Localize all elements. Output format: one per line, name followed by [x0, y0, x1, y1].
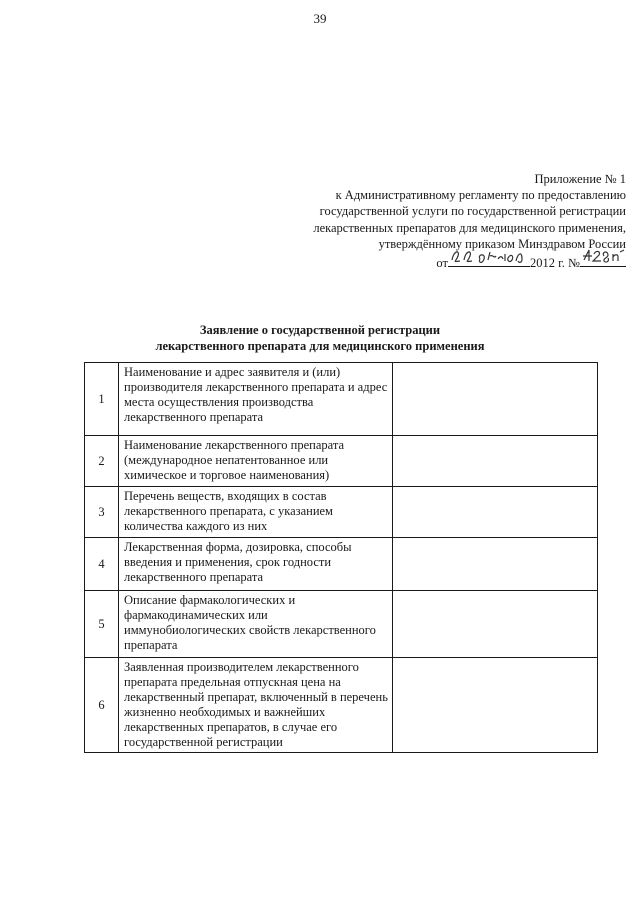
- application-form-table: [84, 362, 598, 753]
- appendix-line-3: государственной услуги по государственной регистрации: [319, 204, 626, 219]
- row-number: 4: [85, 538, 119, 591]
- document-title: [0, 322, 640, 354]
- handwritten-number-scribble: [580, 246, 626, 266]
- date-prefix: от: [436, 256, 448, 271]
- row-value-field[interactable]: [393, 658, 598, 753]
- document-title-line-1: Заявление о государственной регистрации: [199, 323, 441, 337]
- appendix-date-line: [226, 252, 626, 271]
- appendix-header: [226, 171, 626, 271]
- year-and-number-label: 2012 г. №: [529, 256, 580, 271]
- row-number: 6: [85, 658, 119, 753]
- handwritten-number: [580, 252, 626, 267]
- row-label: Наименование лекарственного препарата (международное непатентованное или химическое и торговое наименования): [119, 436, 393, 487]
- table-row: [85, 487, 598, 538]
- row-number: 1: [85, 363, 119, 436]
- table-row: [85, 538, 598, 591]
- table-row: [85, 436, 598, 487]
- row-label: Лекарственная форма, дозировка, способы введения и применения, срок годности лекарственного препарата: [119, 538, 393, 591]
- table-row: [85, 658, 598, 753]
- row-value-field[interactable]: [393, 487, 598, 538]
- table-row: [85, 363, 598, 436]
- handwritten-date-scribble: [448, 246, 530, 266]
- page-number: 39: [313, 11, 327, 26]
- appendix-line-4: лекарственных препаратов для медицинского применения,: [313, 220, 626, 235]
- row-value-field[interactable]: [393, 436, 598, 487]
- row-value-field[interactable]: [393, 591, 598, 658]
- appendix-line-2: к Административному регламенту по предоставлению: [335, 188, 626, 203]
- appendix-line-1: Приложение № 1: [534, 172, 626, 186]
- row-label: Перечень веществ, входящих в состав лекарственного препарата, с указанием количества каждого из них: [119, 487, 393, 538]
- table-row: [85, 591, 598, 658]
- handwritten-date: [448, 252, 530, 267]
- row-label: Описание фармакологических и фармакодинамических или иммунобиологических свойств лекарственного препарата: [119, 591, 393, 658]
- document-title-line-2: лекарственного препарата для медицинского применения: [155, 339, 485, 353]
- row-number: 5: [85, 591, 119, 658]
- row-number: 3: [85, 487, 119, 538]
- row-value-field[interactable]: [393, 363, 598, 436]
- row-label: Наименование и адрес заявителя и (или) производителя лекарственного препарата и адрес места осуществления производства лекарственного препарата: [119, 363, 393, 436]
- row-number: 2: [85, 436, 119, 487]
- row-label: Заявленная производителем лекарственного препарата предельная отпускная цена на лекарственный препарат, включенный в перечень жизненно необходимых и важнейших лекарственных препаратов, в случае его государственной регистрации: [119, 658, 393, 753]
- row-value-field[interactable]: [393, 538, 598, 591]
- appendix-line-5: утверждённому приказом Минздравом России: [378, 236, 626, 251]
